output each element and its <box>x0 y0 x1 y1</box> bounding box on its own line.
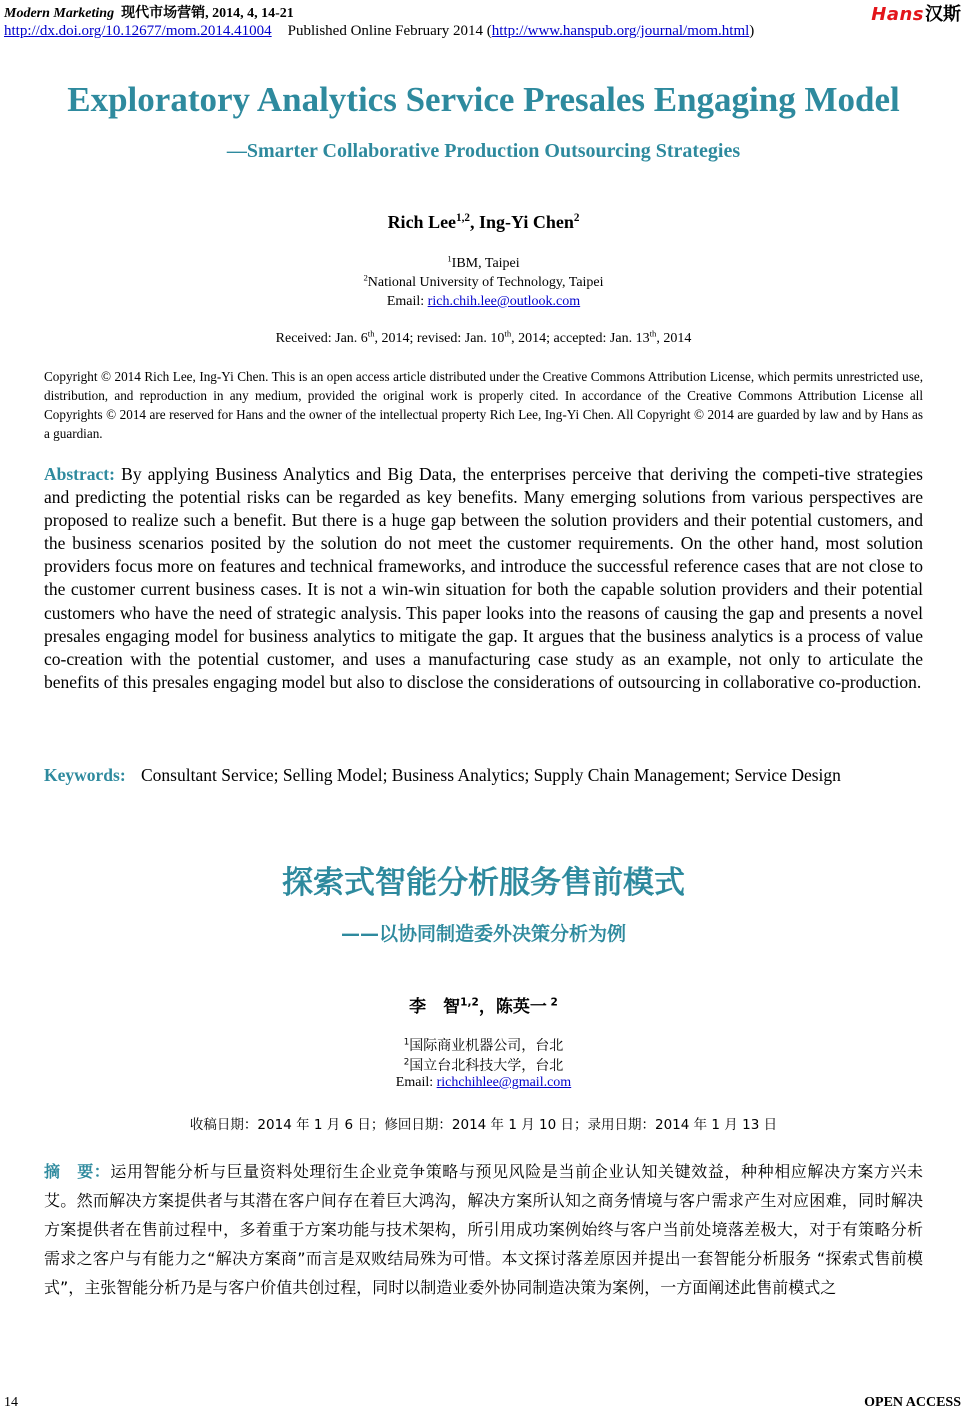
published-suffix: ) <box>749 23 755 39</box>
email-link-cn[interactable]: richchihlee@gmail.com <box>436 1075 572 1090</box>
author-2-sup-cn: 2 <box>546 996 558 1009</box>
revised-date: , 2014; revised: Jan. 10 <box>374 331 505 346</box>
journal-name-cn-issue: 现代市场营销, 2014, 4, 14-21 <box>121 6 294 21</box>
abstract-cn <box>44 1157 923 1302</box>
affiliation-1-sup: 1 <box>447 253 452 264</box>
affiliation-1-en <box>0 253 967 272</box>
abstract-text-cn: 运用智能分析与巨量资料处理衍生企业竞争策略与预见风险是当前企业认知关键效益，种种相应解决方案方兴未艾。然而解决方案提供者与其潜在客户间存在着巨大鸿沟，解决方案所认知之商务情境与客户需求产生对应困难，同时解决方案提供者在售前过程中，多着重于方案功能与技术架构，所引用成功案例始终与客户当前处境落差极大，对于有策略分析需求之客户与有能力之“解决方案商”而言是双败结局殊为可惜。本文探讨落差原因并提出一套智能分析服务 “探索式售前模式”，主张智能分析乃是与客户价值共创过程，同时以制造业委外协同制造决策为案例，一方面阐述此售前模式之 <box>44 1162 923 1297</box>
affiliation-2-sup-cn: 2 <box>403 1057 410 1068</box>
copyright-notice: Copyright © 2014 Rich Lee, Ing-Yi Chen. This is an open access article distributed under the Creative Commons Attribution License, which permits unrestricted use, distribution, and reproduction in any medium, provided the original work is properly cited. In accordance of the Creative Commons Attribution License all Copyrights © 2014 are reserved for Hans and the owner of the intellectual property Rich Lee, Ing-Yi Chen. All Copyright © 2014 are guarded by law and by Hans as a guardian. <box>44 369 923 441</box>
ordinal-sup: th <box>367 328 375 339</box>
ordinal-sup: th <box>504 328 512 339</box>
authors-en <box>0 212 967 233</box>
author-1-name-cn: 李 智 <box>409 997 461 1017</box>
affiliation-2-sup: 2 <box>363 272 368 283</box>
affiliation-2-text: National University of Technology, Taipei <box>367 275 604 290</box>
email-line-cn <box>0 1075 967 1091</box>
author-1-sup: 1,2 <box>456 212 470 224</box>
authors-cn <box>0 992 967 1017</box>
dates-cn: 收稿日期：2014 年 1 月 6 日；修回日期：2014 年 1 月 10 日；录用日期：2014 年 1 月 13 日 <box>189 1117 778 1133</box>
abstract-en <box>44 463 923 694</box>
published-text: Published Online February 2014 ( <box>287 23 492 39</box>
author-separator: , <box>470 212 479 232</box>
author-1-sup-cn: 1,2 <box>460 996 479 1009</box>
open-access-label: OPEN ACCESS <box>864 1395 961 1410</box>
email-label: Email: <box>386 294 428 309</box>
paper-title-cn: 探索式智能分析服务售前模式 <box>282 865 685 901</box>
hans-logo <box>871 0 961 26</box>
keywords-en <box>44 764 923 788</box>
accepted-date: , 2014; accepted: Jan. 13 <box>511 331 650 346</box>
journal-link[interactable]: http://www.hanspub.org/journal/mom.html <box>491 23 750 39</box>
email-link-en[interactable]: rich.chih.lee@outlook.com <box>427 294 581 309</box>
author-2-name: Ing-Yi Chen <box>479 212 574 232</box>
affiliation-2-text-cn: 国立台北科技大学，台北 <box>409 1058 564 1074</box>
dates-tail: , 2014 <box>656 331 692 346</box>
affiliation-1-cn <box>0 1035 967 1055</box>
journal-header <box>4 2 294 22</box>
logo-cn: 汉斯 <box>925 4 961 25</box>
page-number: 14 <box>4 1395 18 1410</box>
affiliation-1-sup-cn: 1 <box>403 1037 410 1048</box>
dates-en <box>0 328 967 347</box>
email-label-cn: Email: <box>395 1075 437 1090</box>
abstract-label-en: Abstract: <box>44 464 115 484</box>
author-separator-cn: ， <box>478 997 496 1017</box>
author-2-name-cn: 陈英一 <box>495 997 547 1017</box>
paper-subtitle-cn: ——以协同制造委外决策分析为例 <box>340 923 626 945</box>
affiliation-2-cn <box>0 1055 967 1075</box>
journal-name-en: Modern Marketing <box>4 6 115 21</box>
publication-line <box>4 23 754 40</box>
ordinal-sup: th <box>649 328 657 339</box>
abstract-text-en: By applying Business Analytics and Big Data, the enterprises perceive that deriving the competi-tive strategies and predicting the potential risks can be regarded as key benefits. Many emerging solutions from various perspectives are proposed to realize such a benefit. But there is a huge gap between the solution providers and their potential customers, and the business scenarios posited by the solution do not meet the customer requirements. On the other hand, most solution providers focus more on features and technical frameworks, and introduce the successful reference cases that are not close to the customer current business cases. It is not a win-win situation for both the capable solution providers and their potential customers who have the need of strategic analysis. This paper looks into the reasons of causing the gap and presents a novel presales engaging model for business analytics to mitigate the gap. It argues that the business analytics is a process of value co-creation with the potential customer, and uses a manufacturing case study as an example, not only to articulate the benefits of this presales engaging model but also to disclose the considerations of outsourcing in collaborative co-production. <box>44 464 923 692</box>
author-2-sup: 2 <box>573 212 580 224</box>
keywords-text: Consultant Service; Selling Model; Business Analytics; Supply Chain Management; Service Design <box>141 765 841 785</box>
email-line-en <box>0 294 967 310</box>
paper-title-en: Exploratory Analytics Service Presales Engaging Model <box>67 80 900 119</box>
affiliation-2-en <box>0 272 967 291</box>
keywords-label: Keywords: <box>44 765 126 785</box>
affiliation-1-text: IBM, Taipei <box>451 256 520 271</box>
paper-subtitle-en: —Smarter Collaborative Production Outsourcing Strategies <box>226 140 741 162</box>
affiliation-1-text-cn: 国际商业机器公司，台北 <box>409 1038 564 1054</box>
author-1-name: Rich Lee <box>387 212 457 232</box>
logo-latin: Hans <box>871 4 924 25</box>
received-date: Received: Jan. 6 <box>275 331 368 346</box>
doi-link[interactable]: http://dx.doi.org/10.12677/mom.2014.41004 <box>4 23 272 39</box>
abstract-label-cn: 摘 要： <box>44 1162 111 1181</box>
